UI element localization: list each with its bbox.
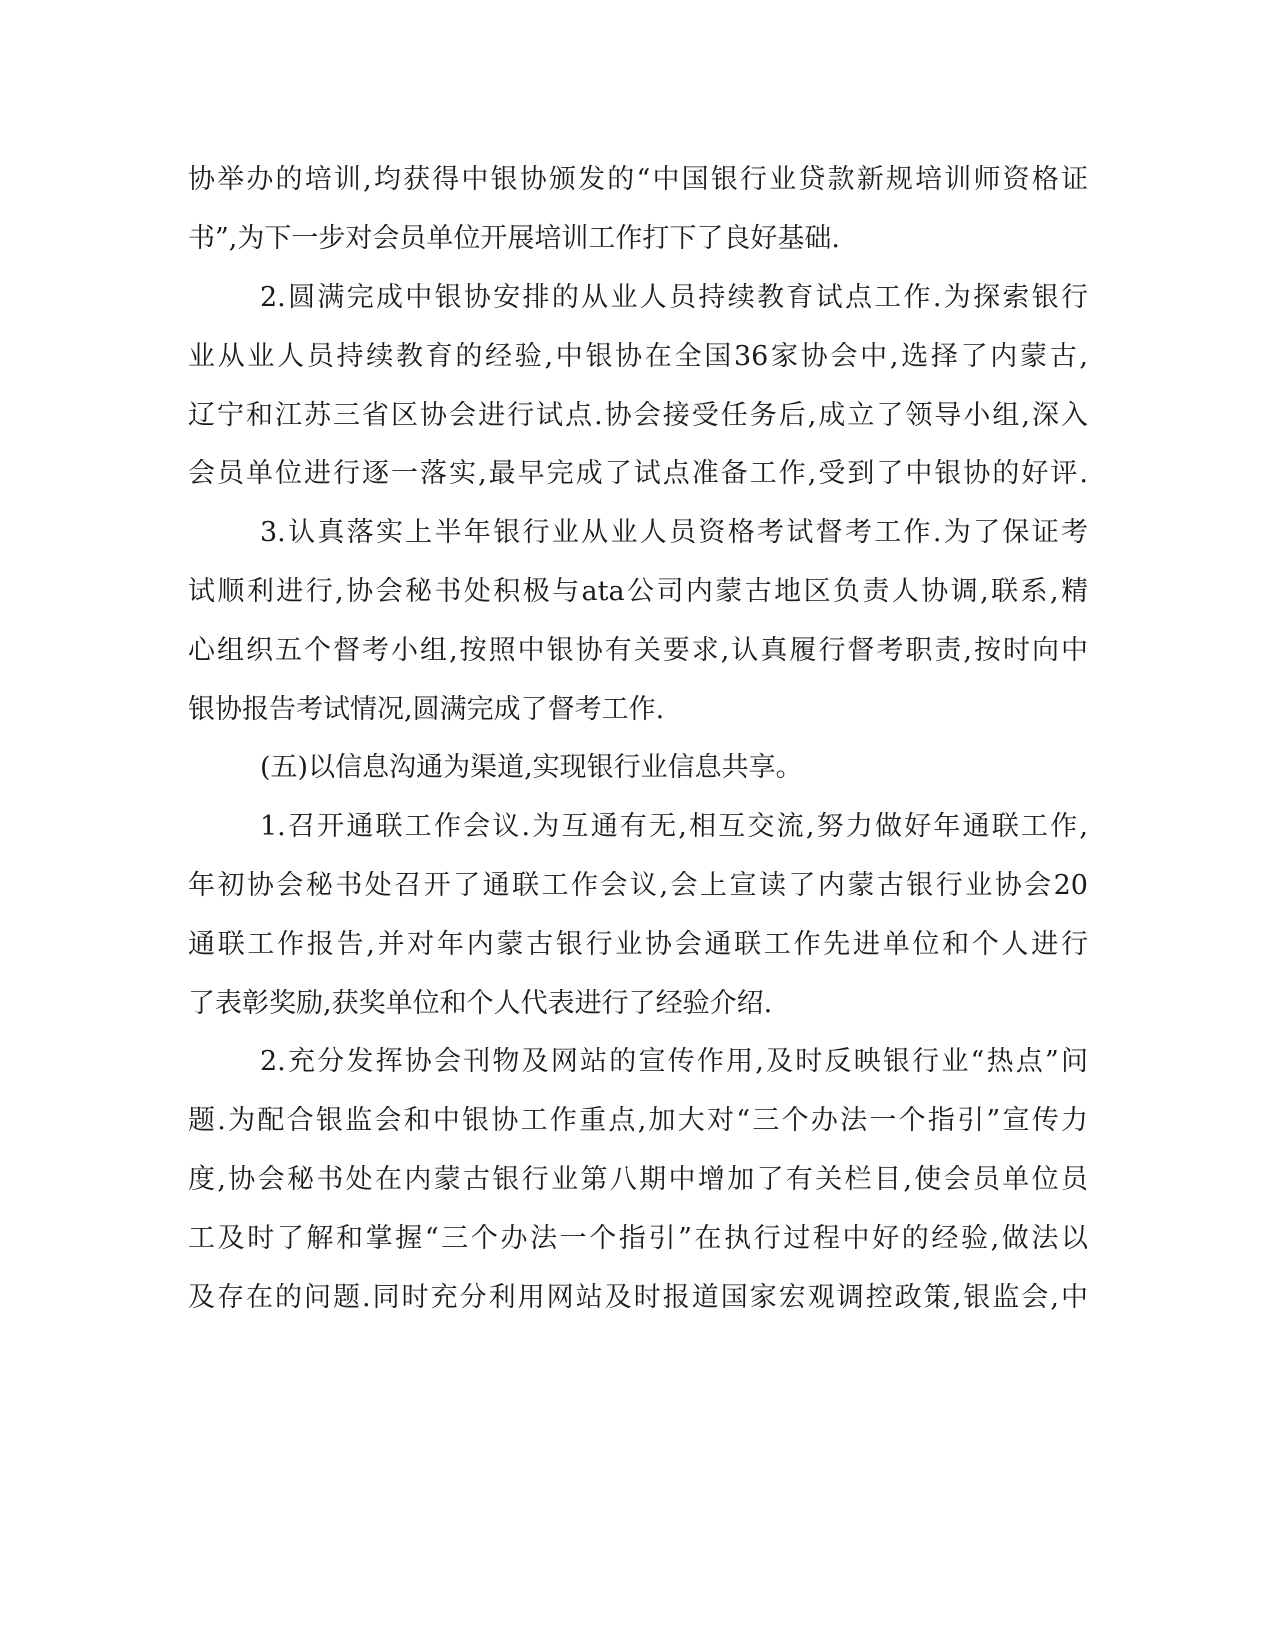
text-line-8: 试顺利进行,协会秘书处积极与ata公司内蒙古地区负责人协调,联系,精 [188, 576, 1088, 607]
text-line-1: 协举办的培训,均获得中银协颁发的“中国银行业贷款新规培训师资格证 [188, 164, 1088, 195]
text-line-9: 心组织五个督考小组,按照中银协有关要求,认真履行督考职责,按时向中 [188, 635, 1088, 666]
text-line-7: 3.认真落实上半年银行业从业人员资格考试督考工作.为了保证考 [260, 517, 1088, 548]
text-line-18: 度,协会秘书处在内蒙古银行业第八期中增加了有关栏目,使会员单位员 [188, 1164, 1088, 1195]
text-line-16: 2.充分发挥协会刊物及网站的宣传作用,及时反映银行业“热点”问 [260, 1046, 1088, 1077]
text-line-10: 银协报告考试情况,圆满完成了督考工作. [188, 694, 665, 725]
text-line-17: 题.为配合银监会和中银协工作重点,加大对“三个办法一个指引”宣传力 [188, 1105, 1088, 1136]
text-line-15: 了表彰奖励,获奖单位和个人代表进行了经验介绍. [188, 988, 773, 1019]
text-line-4: 业从业人员持续教育的经验,中银协在全国36家协会中,选择了内蒙古, [188, 341, 1088, 372]
text-line-6: 会员单位进行逐一落实,最早完成了试点准备工作,受到了中银协的好评. [188, 458, 1088, 489]
text-line-12: 1.召开通联工作会议.为互通有无,相互交流,努力做好年通联工作, [260, 811, 1088, 842]
text-line-2: 书”,为下一步对会员单位开展培训工作打下了良好基础. [188, 223, 840, 254]
text-line-20: 及存在的问题.同时充分利用网站及时报道国家宏观调控政策,银监会,中 [188, 1282, 1088, 1313]
section-heading: (五)以信息沟通为渠道,实现银行业信息共享。 [260, 752, 803, 783]
text-line-19: 工及时了解和掌握“三个办法一个指引”在执行过程中好的经验,做法以 [188, 1223, 1088, 1254]
text-line-14: 通联工作报告,并对年内蒙古银行业协会通联工作先进单位和个人进行 [188, 929, 1088, 960]
text-line-5: 辽宁和江苏三省区协会进行试点.协会接受任务后,成立了领导小组,深入 [188, 400, 1088, 431]
text-line-13: 年初协会秘书处召开了通联工作会议,会上宣读了内蒙古银行业协会20 [188, 870, 1088, 901]
text-line-3: 2.圆满完成中银协安排的从业人员持续教育试点工作.为探索银行 [260, 282, 1088, 313]
